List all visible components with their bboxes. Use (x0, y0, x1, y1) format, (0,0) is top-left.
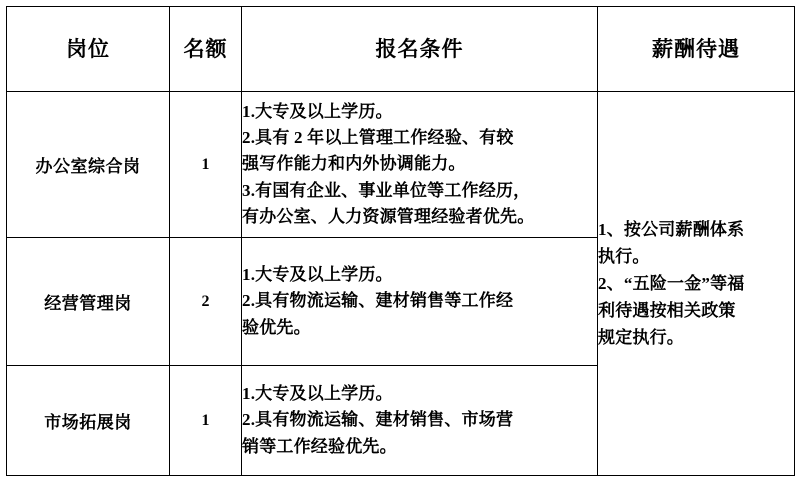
table-row (7, 92, 795, 238)
table-header-row (7, 7, 795, 92)
condition-line: 2.具有物流运输、建材销售、市场营 (242, 410, 514, 430)
condition-line: 强写作能力和内外协调能力。 (242, 154, 466, 174)
condition-line: 3.有国有企业、事业单位等工作经历， (242, 180, 531, 200)
column-header-post: 岗位 (7, 7, 170, 92)
column-header-quota: 名额 (170, 7, 242, 92)
condition-line: 1.大专及以上学历。 (242, 383, 393, 403)
salary-line: 执行。 (598, 246, 650, 266)
cell-quota-management: 2 (170, 238, 242, 366)
condition-line: 验优先。 (242, 317, 311, 337)
cell-salary-merged (598, 92, 795, 476)
column-header-salary: 薪酬待遇 (598, 7, 795, 92)
cell-quota-market: 1 (170, 366, 242, 476)
cell-conditions-market (242, 366, 598, 476)
condition-line: 销等工作经验优先。 (242, 436, 397, 456)
salary-line: 利待遇按相关政策 (598, 301, 736, 321)
cell-post-office: 办公室综合岗 (7, 92, 170, 238)
salary-line: 规定执行。 (598, 328, 684, 348)
condition-line: 2.具有物流运输、建材销售等工作经 (242, 291, 514, 311)
condition-line: 1.大专及以上学历。 (242, 101, 393, 121)
recruitment-table (6, 6, 795, 476)
column-header-conditions: 报名条件 (242, 7, 598, 92)
cell-post-market: 市场拓展岗 (7, 366, 170, 476)
condition-line: 1.大专及以上学历。 (242, 264, 393, 284)
salary-line: 1、按公司薪酬体系 (598, 219, 745, 239)
cell-conditions-management (242, 238, 598, 366)
cell-quota-office: 1 (170, 92, 242, 238)
cell-conditions-office (242, 92, 598, 238)
cell-post-management: 经营管理岗 (7, 238, 170, 366)
condition-line: 2.具有 2 年以上管理工作经验、有较 (242, 127, 514, 147)
condition-line: 有办公室、人力资源管理经验者优先。 (242, 207, 535, 227)
salary-line: 2、“五险一金”等福 (598, 273, 745, 293)
